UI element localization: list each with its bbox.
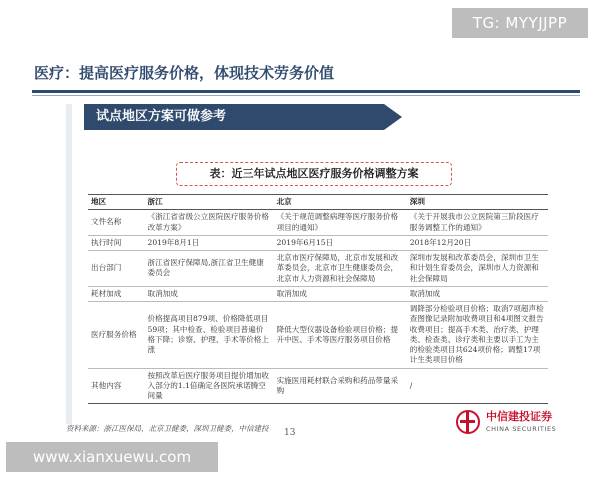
row-label: 医疗服务价格 — [88, 302, 144, 369]
row-label: 执行时间 — [88, 235, 144, 250]
table-cell: 按照改革后医疗服务项目提价增加收入部分的1.1倍确定各医院承诺腾空间量 — [144, 368, 273, 404]
slide-title: 医疗：提高医疗服务价格，体现技术劳务价值 — [34, 64, 335, 82]
table-row — [88, 235, 548, 250]
table-row — [88, 251, 548, 287]
row-label: 耗材加成 — [88, 286, 144, 301]
section-banner — [84, 104, 384, 130]
table-row — [88, 302, 548, 369]
table-cell: 取消加成 — [407, 286, 548, 301]
table-cell: 《关于规范调整病理等医疗服务价格项目的通知》 — [274, 210, 407, 236]
table-cell: 浙江省医疗保障局,浙江省卫生健康委员会 — [144, 251, 273, 287]
header-beijing: 北京 — [274, 195, 407, 210]
table-cell: 实施医用耗材联合采购和药品带量采购 — [274, 368, 407, 404]
table-title: 表：近三年试点地区医疗服务价格调整方案 — [209, 167, 419, 180]
table-cell: 取消加成 — [274, 286, 407, 301]
row-label: 出台部门 — [88, 251, 144, 287]
watermark-top: TG: MYYJJPP — [452, 8, 588, 38]
table-cell: 价格提高项目879项、价格降低项目59项；其中检查、检验项目普遍价格下降；诊察、护理、手术等价格上涨 — [144, 302, 273, 369]
logo-emblem-icon — [456, 410, 480, 434]
watermark-bottom: www.xianxuewu.com — [6, 442, 218, 472]
table-cell: 《浙江省省级公立医院医疗服务价格改革方案》 — [144, 210, 273, 236]
table-title-box — [176, 162, 452, 186]
company-logo — [456, 408, 586, 438]
table-cell: 2019年6月15日 — [274, 235, 407, 250]
section-banner-label: 试点地区方案可做参考 — [96, 109, 227, 124]
row-label: 其他内容 — [88, 368, 144, 404]
header-zhejiang: 浙江 — [144, 195, 273, 210]
source-note: 资料来源：浙江医保局，北京卫健委，深圳卫健委，中信建投 — [66, 424, 269, 433]
side-accent-bar — [66, 104, 72, 424]
page-number: 13 — [284, 428, 296, 438]
table-row — [88, 368, 548, 404]
table-row — [88, 286, 548, 301]
table-cell: 深圳市发展和改革委员会，深圳市卫生和计划生育委员会，深圳市人力资源和社会保障局 — [407, 251, 548, 287]
table-row — [88, 210, 548, 236]
logo-name-en: CHINA SECURITIES — [486, 425, 557, 433]
table-cell: 2019年8月1日 — [144, 235, 273, 250]
table-cell: 降低大型仪器设备检验项目价格；提升中医、手术等医疗服务项目价格 — [274, 302, 407, 369]
table-cell: / — [407, 368, 548, 404]
table-cell: 调降部分检验项目价格；取消7项超声检查图像记录附加收费项目和4项图文报告收费项目；提高手术类、治疗类、护理类、检查类、诊疗类和主要以手工为主的检验类项目共624项价格；调整17项计生类项目价格 — [407, 302, 548, 369]
title-rule-light — [32, 95, 580, 96]
table-cell: 取消加成 — [144, 286, 273, 301]
table-cell: 2018年12月20日 — [407, 235, 548, 250]
table-cell: 北京市医疗保障局，北京市发展和改革委员会，北京市卫生健康委员会，北京市人力资源和社会保障局 — [274, 251, 407, 287]
price-adjustment-table — [88, 194, 548, 404]
logo-name-cn: 中信建投证券 — [486, 410, 552, 423]
row-label: 文件名称 — [88, 210, 144, 236]
header-region: 地区 — [88, 195, 144, 210]
table-cell: 《关于开展我市公立医院第三阶段医疗服务调整工作的通知》 — [407, 210, 548, 236]
title-rule-dark — [32, 90, 580, 93]
header-shenzhen: 深圳 — [407, 195, 548, 210]
table-header-row — [88, 195, 548, 210]
